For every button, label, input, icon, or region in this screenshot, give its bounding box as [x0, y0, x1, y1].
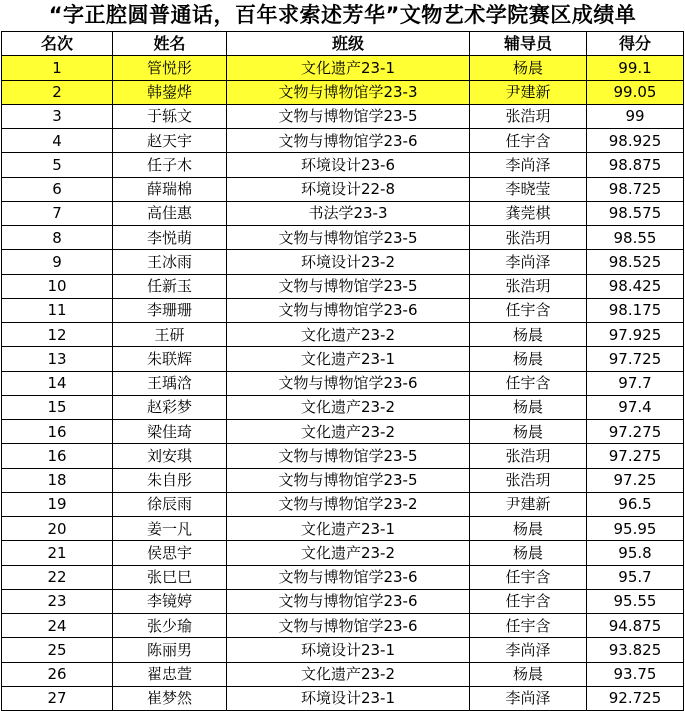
sheet-title: “字正腔圆普通话，百年求索述芳华”文物艺术学院赛区成绩单	[48, 3, 637, 27]
cell-advisor: 杨晨	[470, 347, 587, 371]
cell-class: 环境设计23-6	[227, 153, 470, 177]
cell-advisor: 杨晨	[470, 517, 587, 541]
cell-name: 徐辰雨	[113, 492, 227, 516]
table-row	[2, 444, 684, 468]
cell-rank: 10	[2, 274, 113, 298]
cell-rank: 22	[2, 565, 113, 589]
cell-rank: 2	[2, 80, 113, 104]
cell-name: 朱自彤	[113, 468, 227, 492]
cell-score: 95.55	[587, 589, 684, 613]
cell-score: 98.175	[587, 298, 684, 322]
table-row	[2, 129, 684, 153]
cell-advisor: 杨晨	[470, 323, 587, 347]
cell-rank: 1	[2, 56, 113, 80]
cell-class: 文化遗产23-2	[227, 541, 470, 565]
cell-rank: 23	[2, 589, 113, 613]
cell-name: 赵彩梦	[113, 395, 227, 419]
cell-rank: 26	[2, 662, 113, 686]
cell-rank: 4	[2, 129, 113, 153]
cell-name: 任新玉	[113, 274, 227, 298]
cell-name: 朱联辉	[113, 347, 227, 371]
cell-advisor: 张浩玥	[470, 104, 587, 128]
table-row	[2, 541, 684, 565]
results-table	[1, 31, 684, 711]
cell-name: 崔梦然	[113, 686, 227, 710]
table-row	[2, 420, 684, 444]
cell-score: 97.925	[587, 323, 684, 347]
cell-rank: 5	[2, 153, 113, 177]
cell-rank: 20	[2, 517, 113, 541]
cell-advisor: 任宇含	[470, 129, 587, 153]
table-row	[2, 662, 684, 686]
cell-name: 薛瑞棉	[113, 177, 227, 201]
cell-advisor: 尹建新	[470, 80, 587, 104]
cell-advisor: 李尚泽	[470, 686, 587, 710]
cell-name: 李悦萌	[113, 226, 227, 250]
cell-advisor: 李尚泽	[470, 250, 587, 274]
cell-advisor: 任宇含	[470, 565, 587, 589]
table-row	[2, 517, 684, 541]
cell-advisor: 张浩玥	[470, 444, 587, 468]
table-row	[2, 201, 684, 225]
cell-advisor: 任宇含	[470, 298, 587, 322]
cell-class: 文化遗产23-1	[227, 517, 470, 541]
cell-score: 92.725	[587, 686, 684, 710]
cell-class: 文物与博物馆学23-5	[227, 226, 470, 250]
cell-score: 95.95	[587, 517, 684, 541]
table-row	[2, 153, 684, 177]
cell-class: 文物与博物馆学23-6	[227, 129, 470, 153]
cell-rank: 14	[2, 371, 113, 395]
cell-score: 97.7	[587, 371, 684, 395]
table-row	[2, 468, 684, 492]
cell-advisor: 李晓莹	[470, 177, 587, 201]
cell-name: 王冰雨	[113, 250, 227, 274]
table-row	[2, 565, 684, 589]
header-score: 得分	[587, 32, 684, 56]
cell-class: 文物与博物馆学23-6	[227, 589, 470, 613]
cell-class: 文物与博物馆学23-3	[227, 80, 470, 104]
header-rank: 名次	[2, 32, 113, 56]
cell-score: 97.4	[587, 395, 684, 419]
cell-score: 98.575	[587, 201, 684, 225]
cell-advisor: 任宇含	[470, 371, 587, 395]
cell-rank: 25	[2, 638, 113, 662]
cell-class: 文化遗产23-2	[227, 395, 470, 419]
cell-rank: 16	[2, 444, 113, 468]
cell-advisor: 杨晨	[470, 541, 587, 565]
cell-score: 99.05	[587, 80, 684, 104]
table-row	[2, 56, 684, 80]
cell-name: 张少瑜	[113, 614, 227, 638]
cell-name: 张巳巳	[113, 565, 227, 589]
cell-name: 管悦彤	[113, 56, 227, 80]
cell-name: 陈丽男	[113, 638, 227, 662]
cell-score: 98.525	[587, 250, 684, 274]
cell-advisor: 杨晨	[470, 56, 587, 80]
cell-score: 97.275	[587, 420, 684, 444]
cell-class: 文物与博物馆学23-6	[227, 614, 470, 638]
table-row	[2, 250, 684, 274]
table-row	[2, 177, 684, 201]
cell-class: 文物与博物馆学23-6	[227, 371, 470, 395]
cell-advisor: 任宇含	[470, 589, 587, 613]
cell-class: 文化遗产23-2	[227, 323, 470, 347]
table-row	[2, 226, 684, 250]
cell-class: 文物与博物馆学23-5	[227, 274, 470, 298]
cell-rank: 27	[2, 686, 113, 710]
cell-score: 95.7	[587, 565, 684, 589]
cell-name: 李镜婷	[113, 589, 227, 613]
cell-advisor: 杨晨	[470, 662, 587, 686]
table-row	[2, 614, 684, 638]
cell-class: 环境设计23-2	[227, 250, 470, 274]
cell-class: 环境设计22-8	[227, 177, 470, 201]
cell-score: 93.825	[587, 638, 684, 662]
cell-name: 任子木	[113, 153, 227, 177]
cell-class: 文物与博物馆学23-5	[227, 104, 470, 128]
cell-name: 梁佳琦	[113, 420, 227, 444]
cell-name: 高佳惠	[113, 201, 227, 225]
table-row	[2, 298, 684, 322]
cell-score: 97.725	[587, 347, 684, 371]
cell-score: 94.875	[587, 614, 684, 638]
cell-class: 文化遗产23-2	[227, 420, 470, 444]
cell-class: 环境设计23-1	[227, 638, 470, 662]
cell-rank: 9	[2, 250, 113, 274]
table-row	[2, 371, 684, 395]
cell-name: 于轹文	[113, 104, 227, 128]
table-body	[2, 56, 684, 711]
cell-rank: 16	[2, 420, 113, 444]
cell-score: 98.55	[587, 226, 684, 250]
table-row	[2, 686, 684, 710]
cell-advisor: 尹建新	[470, 492, 587, 516]
cell-score: 97.275	[587, 444, 684, 468]
table-row	[2, 395, 684, 419]
cell-class: 书法学23-3	[227, 201, 470, 225]
cell-rank: 15	[2, 395, 113, 419]
cell-name: 王研	[113, 323, 227, 347]
cell-advisor: 李尚泽	[470, 153, 587, 177]
cell-class: 环境设计23-1	[227, 686, 470, 710]
header-name: 姓名	[113, 32, 227, 56]
cell-name: 李珊珊	[113, 298, 227, 322]
cell-score: 97.25	[587, 468, 684, 492]
table-row	[2, 492, 684, 516]
cell-score: 99.1	[587, 56, 684, 80]
cell-class: 文化遗产23-1	[227, 347, 470, 371]
table-row	[2, 80, 684, 104]
cell-rank: 7	[2, 201, 113, 225]
cell-advisor: 李尚泽	[470, 638, 587, 662]
table-row	[2, 104, 684, 128]
table-row	[2, 589, 684, 613]
cell-class: 文化遗产23-1	[227, 56, 470, 80]
cell-advisor: 张浩玥	[470, 226, 587, 250]
cell-name: 赵天宇	[113, 129, 227, 153]
cell-score: 98.925	[587, 129, 684, 153]
cell-rank: 13	[2, 347, 113, 371]
cell-class: 文物与博物馆学23-5	[227, 444, 470, 468]
cell-name: 侯思宇	[113, 541, 227, 565]
header-class: 班级	[227, 32, 470, 56]
header-advisor: 辅导员	[470, 32, 587, 56]
cell-rank: 18	[2, 468, 113, 492]
cell-class: 文物与博物馆学23-6	[227, 298, 470, 322]
cell-score: 98.425	[587, 274, 684, 298]
table-row	[2, 323, 684, 347]
cell-rank: 6	[2, 177, 113, 201]
cell-class: 文物与博物馆学23-2	[227, 492, 470, 516]
cell-advisor: 张浩玥	[470, 274, 587, 298]
cell-name: 刘安琪	[113, 444, 227, 468]
cell-advisor: 任宇含	[470, 614, 587, 638]
cell-advisor: 张浩玥	[470, 468, 587, 492]
cell-rank: 8	[2, 226, 113, 250]
cell-rank: 21	[2, 541, 113, 565]
cell-rank: 24	[2, 614, 113, 638]
cell-score: 95.8	[587, 541, 684, 565]
cell-advisor: 杨晨	[470, 395, 587, 419]
cell-advisor: 杨晨	[470, 420, 587, 444]
cell-score: 98.725	[587, 177, 684, 201]
cell-score: 98.875	[587, 153, 684, 177]
cell-name: 韩鋆烨	[113, 80, 227, 104]
cell-class: 文物与博物馆学23-5	[227, 468, 470, 492]
cell-name: 王瑀浛	[113, 371, 227, 395]
cell-class: 文化遗产23-2	[227, 662, 470, 686]
header-row	[2, 32, 684, 56]
cell-score: 96.5	[587, 492, 684, 516]
cell-rank: 19	[2, 492, 113, 516]
table-row	[2, 274, 684, 298]
cell-name: 翟忠萱	[113, 662, 227, 686]
table-row	[2, 347, 684, 371]
cell-score: 99	[587, 104, 684, 128]
cell-rank: 11	[2, 298, 113, 322]
table-row	[2, 638, 684, 662]
cell-rank: 3	[2, 104, 113, 128]
cell-rank: 12	[2, 323, 113, 347]
cell-class: 文物与博物馆学23-6	[227, 565, 470, 589]
cell-score: 93.75	[587, 662, 684, 686]
cell-name: 姜一凡	[113, 517, 227, 541]
cell-advisor: 龚莞棋	[470, 201, 587, 225]
